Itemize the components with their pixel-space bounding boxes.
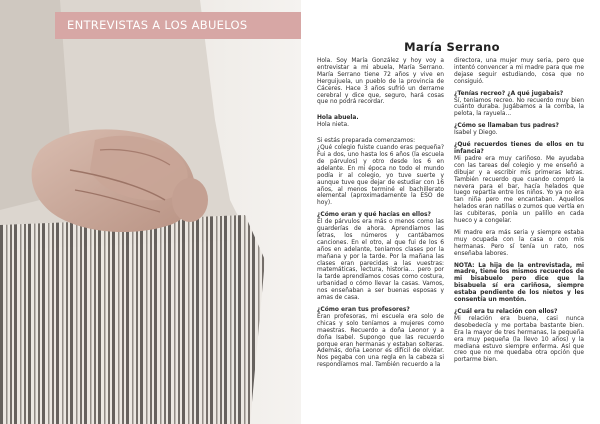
answer-relationship: Mi relación era buena, casi nunca desobedecía y me portaba bastante bien. Era la mayor de tres hermanas, la pequeña era muy pequeña (la llevo 10 años) y la mediana estuvo siempre enferma. Así que creo que no me quedaba otra opción que portarme bien. [454,315,584,364]
article-title: María Serrano [404,40,500,54]
question-recess: ¿Tenías recreo? ¿A qué jugabais? [454,90,564,97]
section-banner: ENTREVISTAS A LOS ABUELOS [55,12,301,39]
answer-memories-father: Mi padre era muy cariñoso. Me ayudaba con las tareas del colegio y me enseñó a dibujar y a escribir mis primeras letras. También recuerdo que cuando compró la nevera para el bar, hacía helados que luego repartía entre los niños. Yo ya no era tan niña pero me encantaban. Aquellos helados eran natillas o zumos que vertía en las cubiteras, ponía un palillo en cada hueco y a congelar. [454,155,584,225]
question-parents: ¿Cómo se llamaban tus padres? [454,123,559,130]
answer-greeting: Hola nieta. [317,122,349,129]
note-paragraph: NOTA: La hija de la entrevistada, mi madre, tiene los mismos recuerdos de mi bisabuelo pero dice que la bisabuela sí era cariñosa, siempre estaba pendiente de los nietos y les consentía un montón. [454,262,584,304]
article-column-right [454,58,584,369]
answer-schools: El de párvulos era más o menos como las guarderías de ahora. Aprendíamos las letras, los números y cantábamos canciones. En el otro, al que fui de los 6 años en adelante, teníamos clases por la mañana y por la tarde. Por la mañana las clases eran parecidas a las vuestras: matemáticas, lectura, historia... pero por la tarde aprendíamos cosas como costura, urbanidad o cómo llevar la casas. Vamos, nos enseñaban a ser buenas esposas y amas de casa. [317,219,444,302]
question-teachers: ¿Cómo eran tus profesores? [317,307,410,313]
question-schools: ¿Cómo eran y qué hacías en ellos? [317,212,431,219]
question-memories: ¿Qué recuerdos tienes de ellos en tu infancia? [454,142,584,155]
article-column-left [317,58,444,374]
continuation-paragraph: directora, una mujer muy seria, pero que intentó convencer a mi madre para que me dejase seguir estudiando, cosa que no consiguió. [454,58,584,85]
start-line: Si estás preparada comenzamos: [317,138,416,145]
answer-parents: Isabel y Diego. [454,130,498,137]
answer-recess: Sí, teníamos recreo. No recuerdo muy bien cuánto duraba. Jugábamos a la comba, la pelota, la rayuela... [454,97,584,118]
answer-teachers: Eran profesoras, mi escuela era solo de chicas y solo teníamos a mujeres como maestras. Recuerdo a doña Leonor y a doña Isabel. Supongo que las recuerdo porque eran hermanas y estaban solteras. Además, doña Leonor es difícil de olvidar. Nos pegaba con una regla en la cabeza si respondíamos mal. También recuerdo a la [317,313,444,369]
start-paragraph: ¿Qué colegio fuiste cuando eras pequeña? Fui a dos, uno hasta los 6 años (la escuela de párvulos) y otro desde los 6 en adelante. En mi época no todo el mundo podía ir al colegio, yo tuve suerte y aunque tuve que dejar de estudiar con 16 años, al menos terminé el bachillerato elemental (aproximadamente la ESO de hoy). [317,145,444,207]
question-greeting: Hola abuela. [317,115,359,122]
intro-paragraph: Hola. Soy María González y hoy voy a entrevistar a mi abuela, María Serrano. María Serrano tiene 72 años y vive en Herguijuela, un pueblo de la provincia de Cáceres. Hace 3 años sufrió un derrame cerebral y dice que, seguro, hará cosas que no podrá recordar. [317,58,444,106]
answer-memories-mother: Mi madre era más seria y siempre estaba muy ocupada con la casa o con mis hermanas. Pero sí tenía un rato, nos enseñaba labores. [454,229,584,257]
question-relationship: ¿Cuál era tu relación con ellos? [454,309,558,315]
